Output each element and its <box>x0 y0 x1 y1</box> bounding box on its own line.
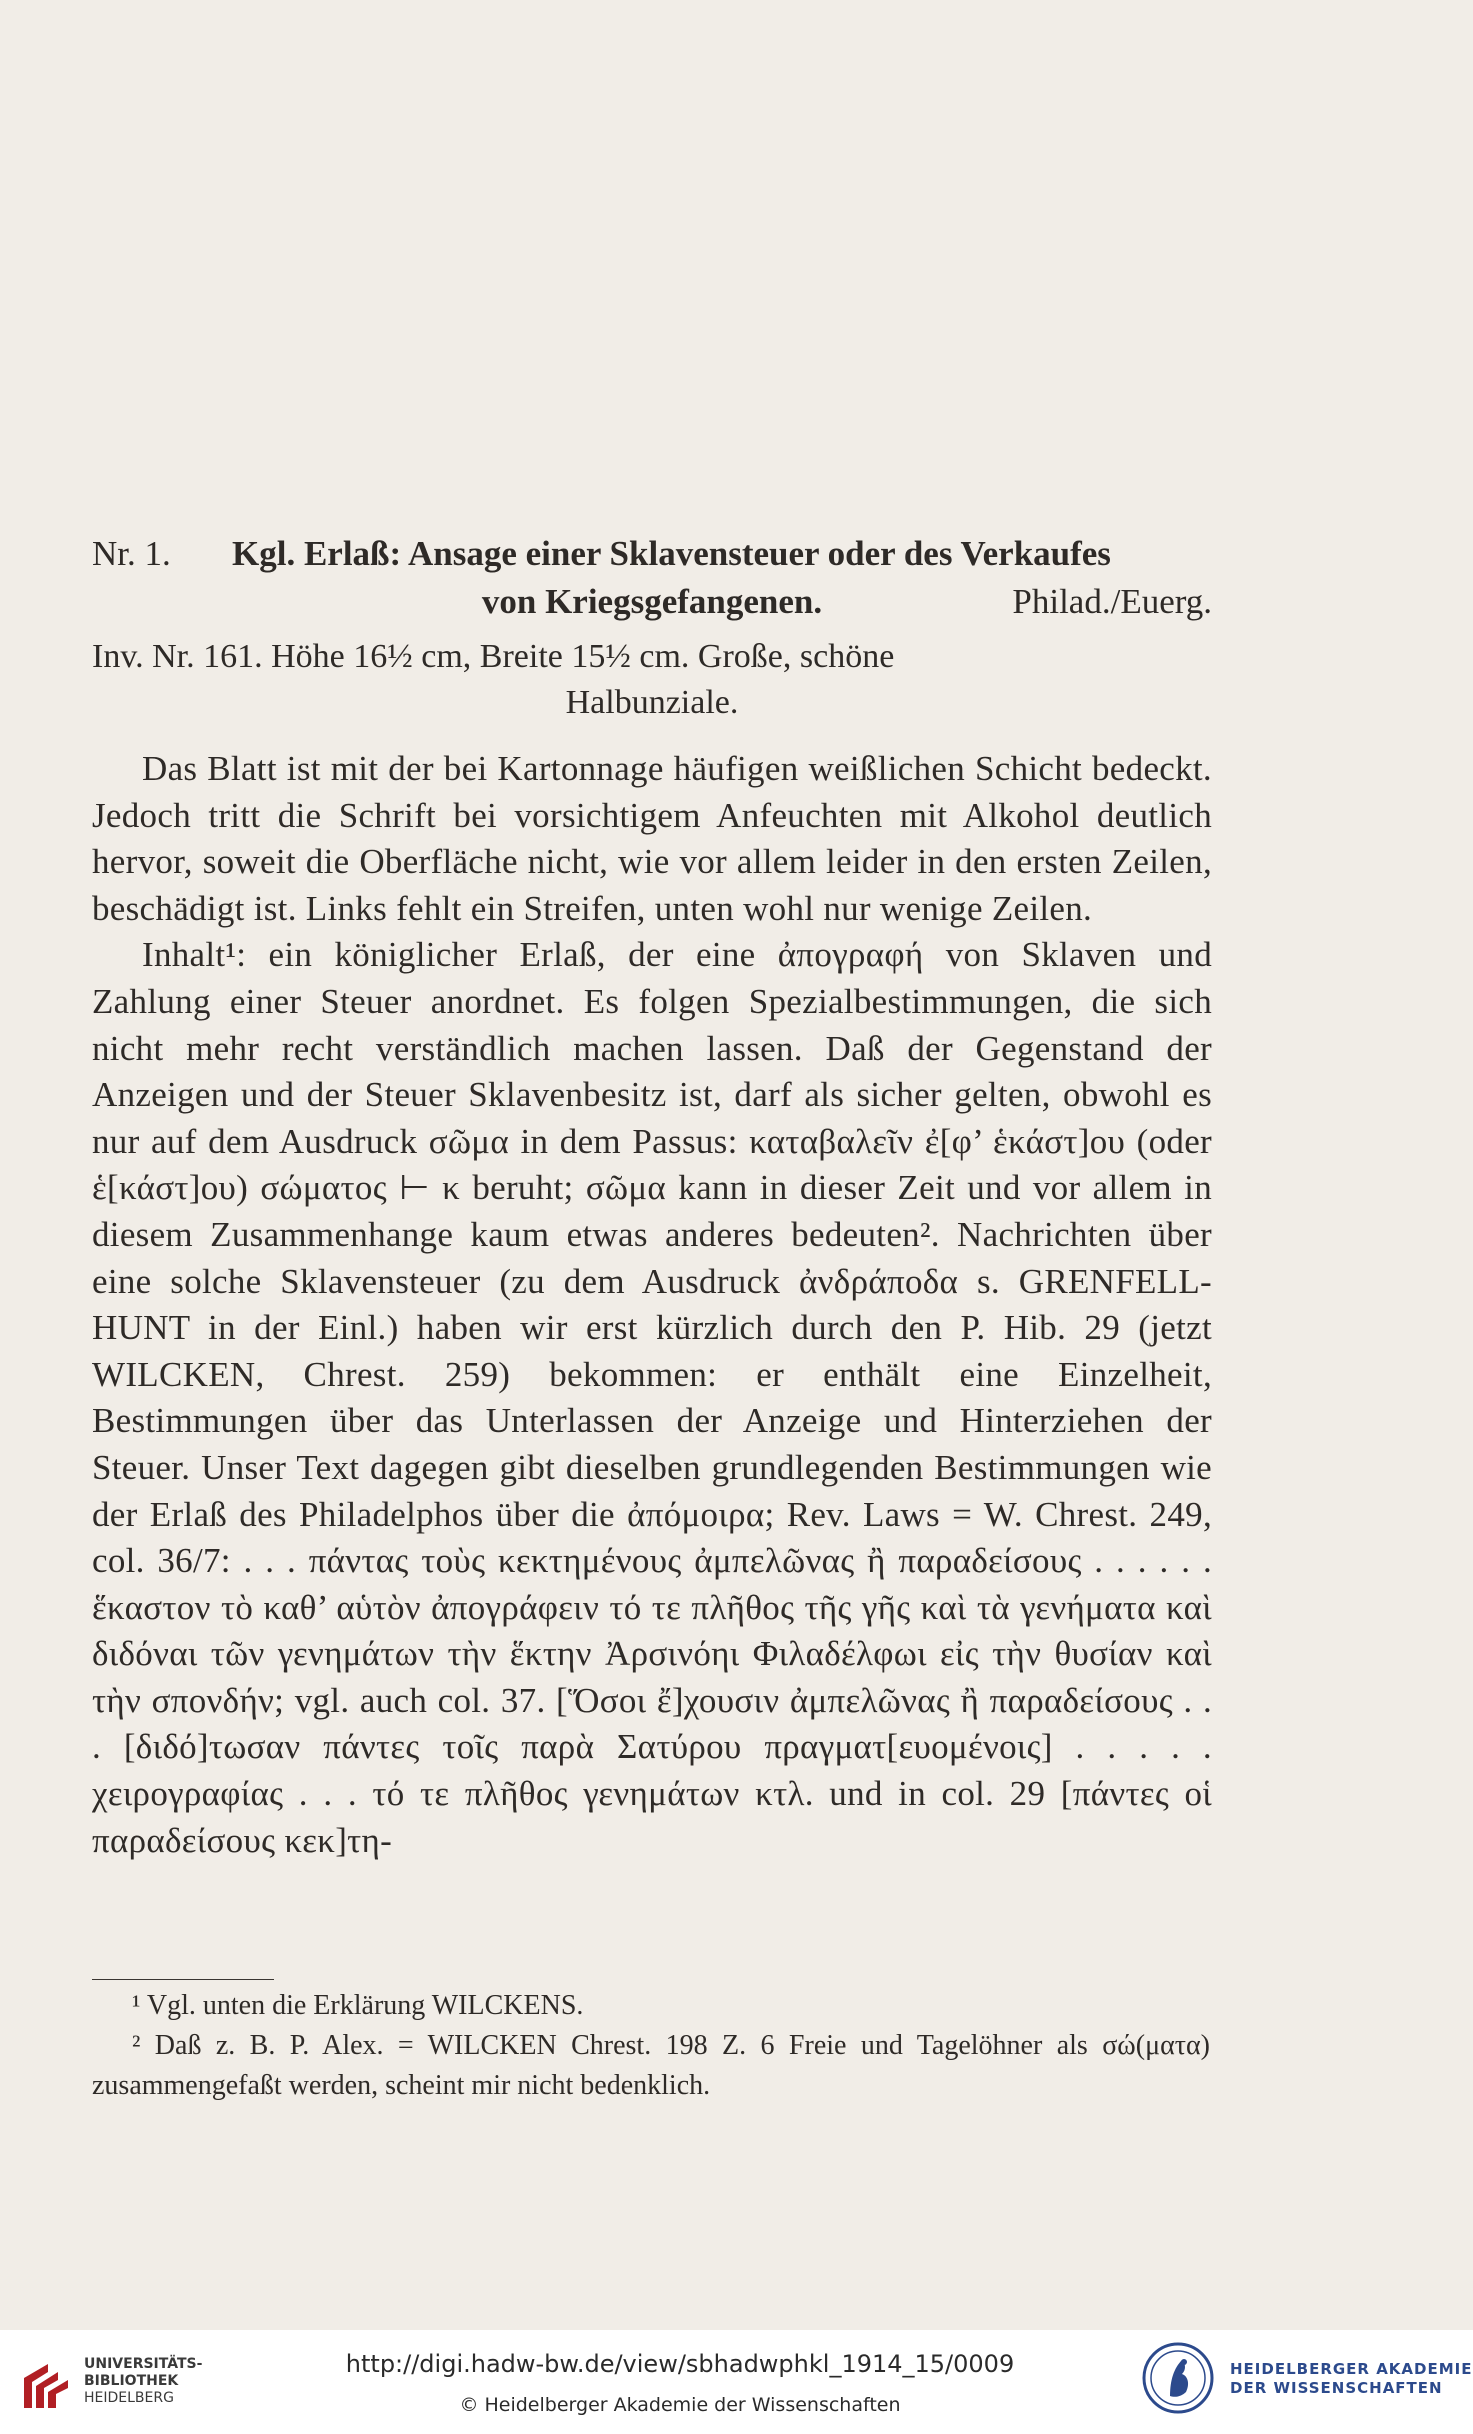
footnote-divider <box>92 1979 274 1980</box>
footnotes <box>92 1986 1210 2106</box>
document-number: Nr. 1. <box>92 534 171 573</box>
university-line2: BIBLIOTHEK <box>84 2373 179 2389</box>
paragraph-2: Inhalt¹: ein königlicher Erlaß, der eine ἀπογραφή von Sklaven und Zahlung einer Steuer anordnet. Es folgen Spezialbestimmungen, die sich nicht mehr recht verständlich machen lassen. Daß der Gegenstand der Anzeigen und der Steuer Sklavenbesitz ist, darf als sicher gelten, obwohl es nur auf dem Ausdruck σῶμα in dem Passus: καταβαλεῖν ἐ[φ’ ἑκάστ]ου (oder ἑ[κάστ]ου) σώματος ⊢ κ beruht; σῶμα kann in dieser Zeit und vor allem in diesem Zusammenhange kaum etwas anderes bedeuten². Nachrichten über eine solche Sklavensteuer (zu dem Ausdruck ἀνδράποδα s. GRENFELL-HUNT in der Einl.) haben wir erst kürzlich durch den P. Hib. 29 (jetzt WILCKEN, Chrest. 259) bekommen: er enthält eine Einzelheit, Bestimmungen über das Unterlassen der Anzeige und Hinterziehen der Steuer. Unser Text dagegen gibt dieselben grundlegenden Bestimmungen wie der Erlaß des Philadelphos über die ἀπόμοιρα; Rev. Laws = W. Chrest. 249, col. 36/7: . . . πάντας τοὺς κεκτημένους ἀμπελῶνας ἢ παραδείσους . . . . . . ἕκαστον τὸ καθ’ αὑτὸν ἀπογράφειν τό τε πλῆθος τῆς γῆς καὶ τὰ γενήματα καὶ διδόναι τῶν γενημάτων τὴν ἕκτην Ἀρσινόηι Φιλαδέλφωι εἰς τὴν θυσίαν καὶ τὴν σπονδήν; vgl. auch col. 37. [Ὅσοι ἔ]χουσιν ἀμπελῶνας ἢ παραδείσους . . . [διδό]τωσαν πάντες τοῖς παρὰ Σατύρου πραγματ[ευομένοις] . . . . . χειρογραφίας . . . τό τε πλῆθος γενημάτων κτλ. und in col. 29 [πάντες οἱ παραδείσους κεκ]τη- <box>92 935 1212 1860</box>
academy-seal-icon <box>1140 2340 1216 2416</box>
inventory-line2: Halbunziale. <box>565 684 739 721</box>
document-source: Philad./Euerg. <box>1012 582 1212 621</box>
academy-line1: HEIDELBERGER AKADEMIE <box>1230 2360 1473 2378</box>
university-library-logo-icon <box>18 2358 74 2414</box>
body-text <box>92 746 1212 1864</box>
inventory-line1: Inv. Nr. 161. Höhe 16½ cm, Breite 15½ cm. Große, schöne <box>92 638 895 675</box>
permalink-url[interactable]: http://digi.hadw-bw.de/view/sbhadwphkl_1914_15/0009 <box>345 2350 1015 2378</box>
footnote-1: ¹ Vgl. unten die Erklärung WILCKENS. <box>132 1990 584 2021</box>
university-library-name <box>84 2356 202 2407</box>
university-line3: HEIDELBERG <box>84 2390 174 2406</box>
document-heading <box>92 530 1212 578</box>
document-title-line2: von Kriegsgefangenen. <box>481 582 823 621</box>
copyright-notice: © Heidelberger Akademie der Wissenschaften <box>459 2394 901 2416</box>
document-heading-line2 <box>92 578 1212 626</box>
paragraph-1: Das Blatt ist mit der bei Kartonnage häufigen weißlichen Schicht bedeckt. Jedoch tritt die Schrift bei vorsichtigem Anfeuchten mit Alkohol deutlich hervor, soweit die Oberfläche nicht, wie vor allem leider in den ersten Zeilen, beschädigt ist. Links fehlt ein Streifen, unten wohl nur wenige Zeilen. <box>92 749 1212 928</box>
footnote-2: ² Daß z. B. P. Alex. = WILCKEN Chrest. 198 Z. 6 Freie und Tagelöhner als σώ(ματα) zusammengefaßt werden, scheint mir nicht bedenklich. <box>92 2030 1210 2101</box>
academy-name <box>1230 2360 1473 2398</box>
university-line1: UNIVERSITÄTS- <box>84 2356 203 2372</box>
academy-line2: DER WISSENSCHAFTEN <box>1230 2379 1443 2397</box>
document-title: Kgl. Erlaß: Ansage einer Sklavensteuer oder des Verkaufes <box>232 534 1111 573</box>
